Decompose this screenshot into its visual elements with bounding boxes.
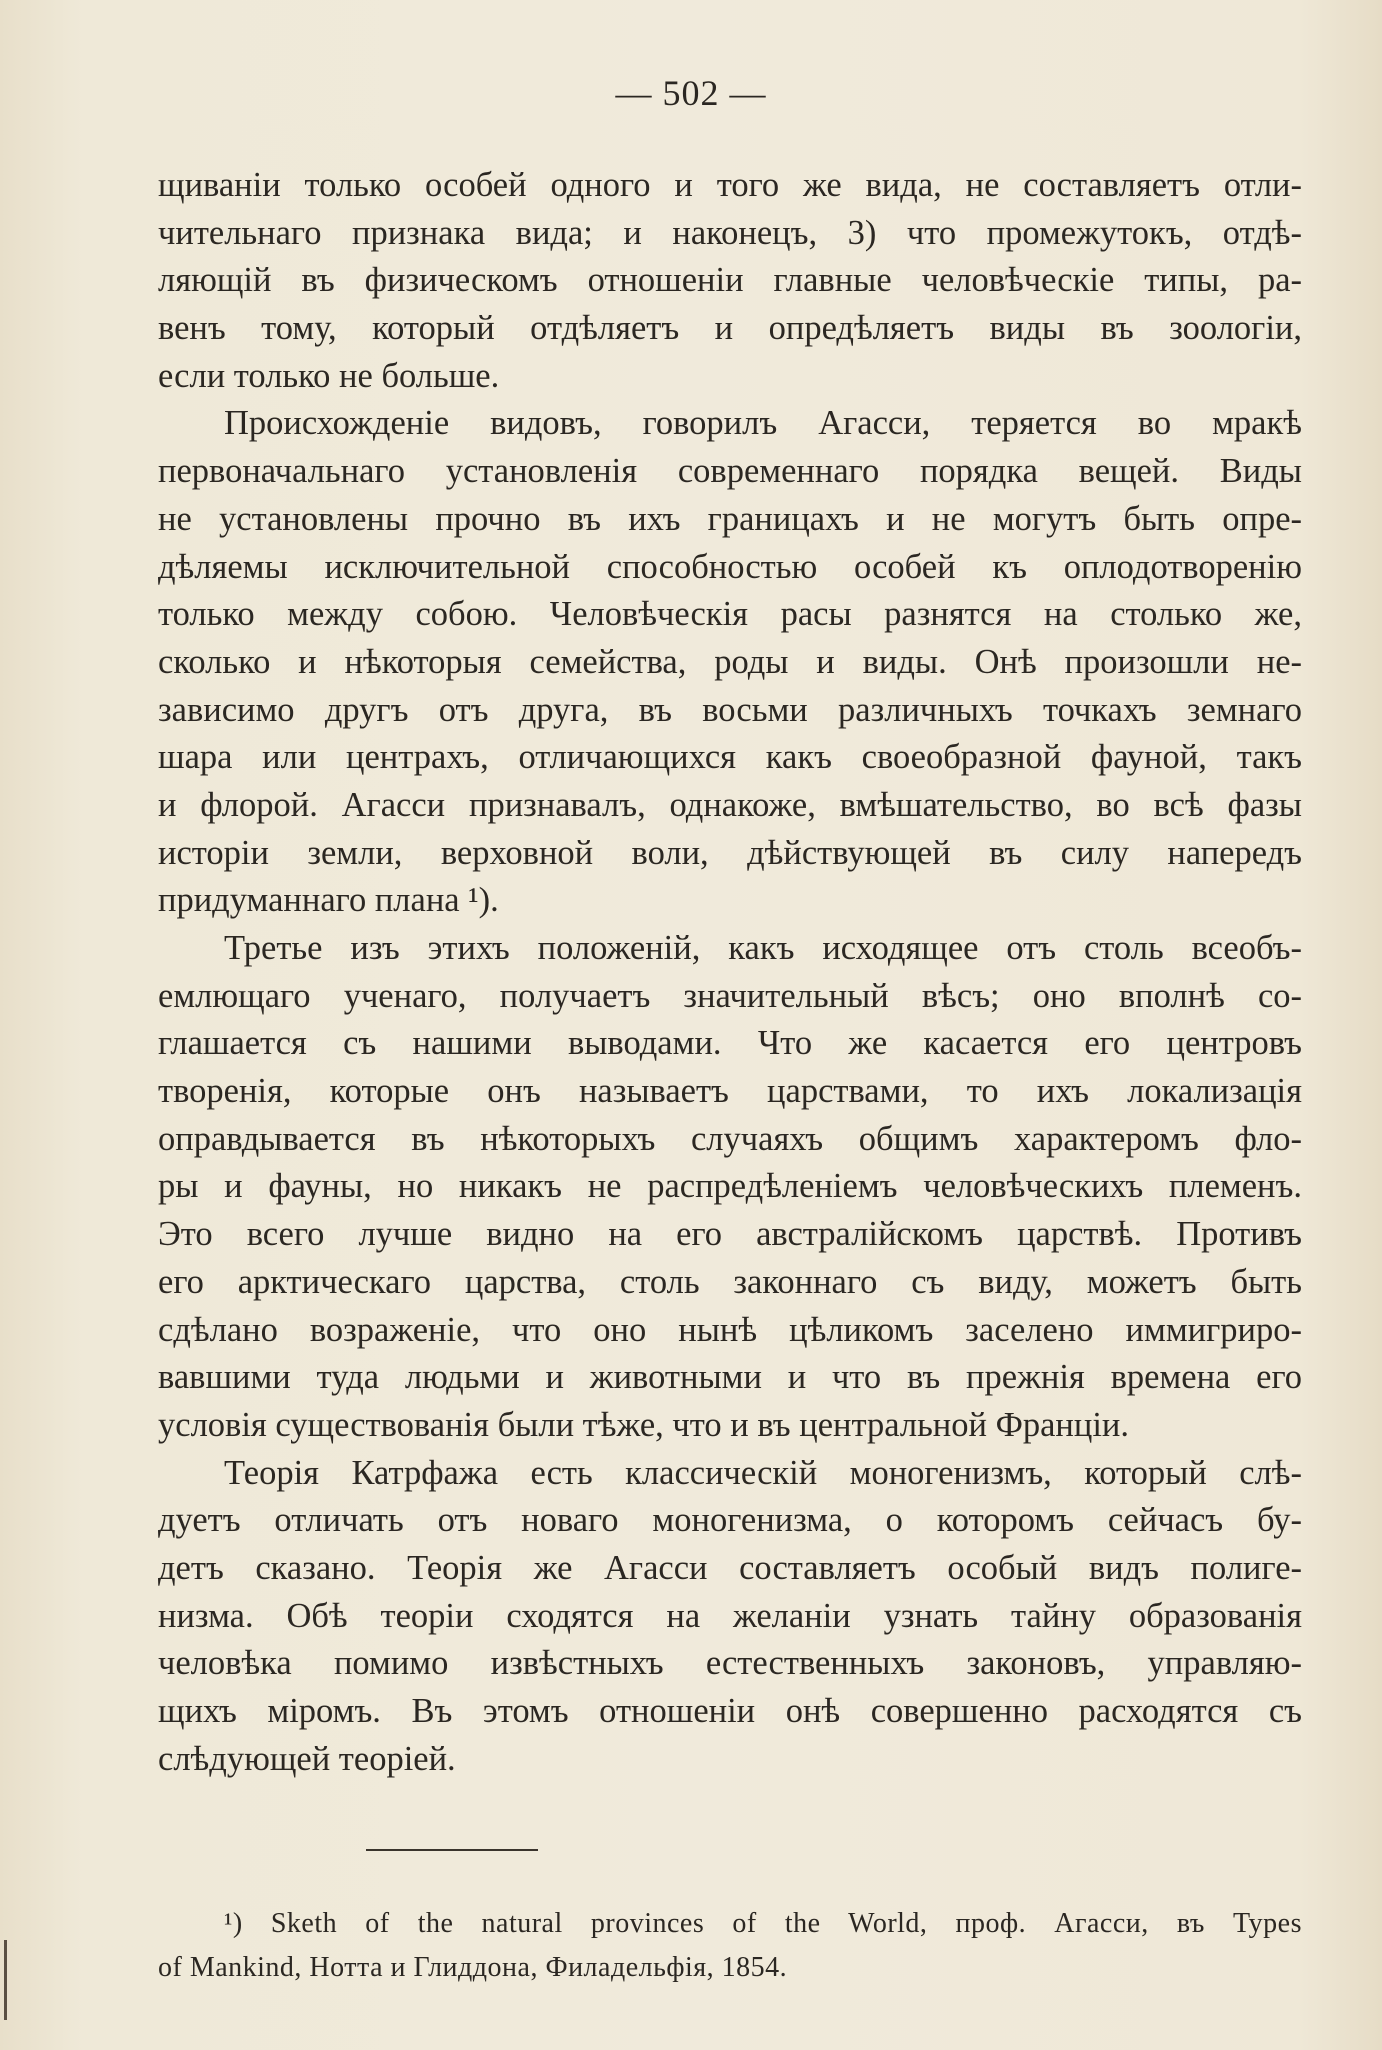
- text-line: не установлены прочно въ ихъ границахъ и не могутъ быть опре-: [158, 499, 1302, 538]
- text-line: Теорія Катрфажа есть классическій моногенизмъ, который слѣ-: [224, 1453, 1302, 1492]
- text-line: чительнаго признака вида; и наконецъ, 3) что промежутокъ, отдѣ-: [158, 213, 1302, 252]
- text-line: придуманнаго плана ¹).: [158, 881, 499, 920]
- text-line: щихъ міромъ. Въ этомъ отношеніи онѣ совершенно расходятся съ: [158, 1692, 1302, 1730]
- paragraph: [158, 162, 1302, 400]
- text-line: его арктическаго царства, столь законнаго съ виду, можетъ быть: [158, 1262, 1302, 1301]
- page-number: — 502 —: [615, 73, 767, 113]
- text-line: сдѣлано возраженіе, что оно нынѣ цѣликомъ заселено иммигриро-: [158, 1310, 1302, 1349]
- footnote-separator: [366, 1849, 538, 1851]
- text-line: глашается съ нашими выводами. Что же касается его центровъ: [158, 1024, 1302, 1063]
- text-line: венъ тому, который отдѣляетъ и опредѣляетъ виды въ зоологіи,: [158, 309, 1302, 348]
- text-line: ляющій въ физическомъ отношеніи главные человѣческіе типы, ра-: [158, 261, 1302, 300]
- text-line: если только не больше.: [158, 356, 500, 395]
- text-line: и флорой. Агасси признавалъ, однакоже, вмѣшательство, во всѣ фазы: [158, 785, 1302, 824]
- text-line: емлющаго ученаго, получаетъ значительный вѣсъ; оно вполнѣ со-: [158, 976, 1302, 1015]
- body-text: [158, 162, 1302, 1783]
- text-line: только между собою. Человѣческія расы разнятся на столько же,: [158, 595, 1302, 634]
- text-line: исторіи земли, верховной воли, дѣйствующей въ силу напередъ: [158, 833, 1302, 872]
- text-line: детъ сказано. Теорія же Агасси составляетъ особый видъ полиге-: [158, 1548, 1302, 1587]
- text-line: Это всего лучше видно на его австралійскомъ царствѣ. Противъ: [158, 1215, 1302, 1254]
- text-line: вавшими туда людьми и животными и что въ прежнія времена его: [158, 1358, 1302, 1397]
- text-line: дѣляемы исключительной способностью особей къ оплодотворенію: [158, 547, 1302, 586]
- paragraph: [158, 1450, 1302, 1784]
- text-line: низма. Обѣ теоріи сходятся на желаніи узнать тайну образованія: [158, 1596, 1302, 1635]
- text-line: шара или центрахъ, отличающихся какъ своеобразной фауной, такъ: [158, 738, 1302, 777]
- paragraph: [158, 925, 1302, 1450]
- text-line: сколько и нѣкоторыя семейства, роды и виды. Онѣ произошли не-: [158, 642, 1302, 681]
- text-line: дуетъ отличать отъ новаго моногенизма, о которомъ сейчасъ бу-: [158, 1501, 1302, 1540]
- paragraph: [158, 400, 1302, 925]
- footnote-line: of Mankind, Нотта и Глиддона, Филадельфія, 1854.: [158, 1952, 788, 1983]
- footnote: [158, 1902, 1302, 1990]
- text-line: зависимо другъ отъ друга, въ восьми различныхъ точкахъ земнаго: [158, 690, 1302, 729]
- page-edge-shadow: [4, 1940, 7, 2020]
- text-line: Происхожденіе видовъ, говорилъ Агасси, теряется во мракѣ: [224, 404, 1302, 443]
- text-line: оправдывается въ нѣкоторыхъ случаяхъ общимъ характеромъ фло-: [158, 1119, 1302, 1158]
- text-line: щиваніи только особей одного и того же вида, не составляетъ отли-: [158, 166, 1302, 204]
- text-line: Третье изъ этихъ положеній, какъ исходящее отъ столь всеобъ-: [224, 929, 1302, 967]
- text-line: ры и фауны, но никакъ не распредѣленіемъ человѣческихъ племенъ.: [158, 1167, 1302, 1206]
- text-line: слѣдующей теоріей.: [158, 1739, 456, 1778]
- text-line: первоначальнаго установленія современнаго порядка вещей. Виды: [158, 452, 1302, 491]
- text-line: человѣка помимо извѣстныхъ естественныхъ законовъ, управляю-: [158, 1644, 1302, 1683]
- text-line: творенія, которые онъ называетъ царствами, то ихъ локализація: [158, 1072, 1302, 1111]
- footnote-line: ¹) Sketh of the natural provinces of the World, проф. Агасси, въ Types: [224, 1908, 1302, 1939]
- text-line: условія существованія были тѣже, что и въ центральной Франціи.: [158, 1405, 1130, 1444]
